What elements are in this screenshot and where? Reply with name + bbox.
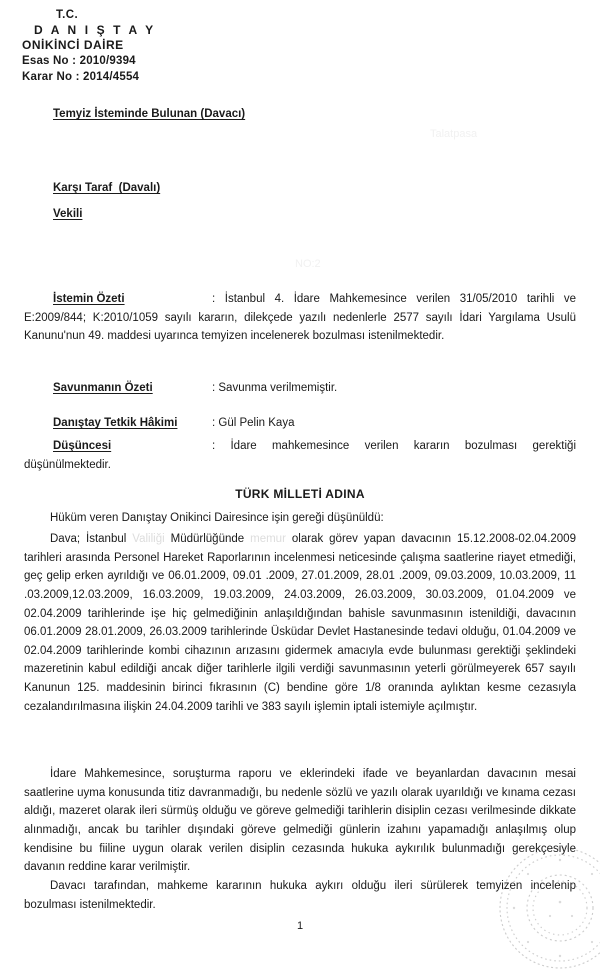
chamber-name: ONİKİNCİ DAİRE: [22, 38, 124, 53]
verdict-p2: İdare Mahkemesince, soruşturma raporu ve eklerindeki ifade ve beyanlardan davacının mesai saatlerine uyma konusunda titiz davranmadığı, bu nedenle sözlü ve yazılı olarak uyarıldığı ve kınama cezası aldığı, mazeret olarak ileri sürmüş olduğu ve göreve gelmediği tarihlerin disiplin cezası verilmesinde dikkate alınmadığı, ancak bu tarihler dışındaki göreve gelmediği günlerin izahını yapamadığı anlaşılmış olup kendisine bu fiiline uygun olarak verilen disiplin cezasında hukuka aykırılık bulunmadığı gerekçesiyle davanın reddine karar verilmiştir.: [24, 768, 576, 874]
verdict-p1-part1: Dava; İstanbul: [50, 533, 127, 545]
page-number: 1: [296, 920, 304, 932]
appellant-address-text-2: NO:2: [295, 258, 321, 270]
attorney-row: [53, 208, 213, 220]
decision-number: Karar No : 2014/4554: [22, 71, 140, 84]
request-summary-separator: :: [212, 293, 216, 305]
request-summary-text: İstanbul 4. İdare Mahkemesince verilen 31/05/2010 tarihli ve E:2009/844; K:2010/1059 sayılı kararın, dilekçede yazılı nedenlerle 2577 sayılı İdari Yargılama Usulü Kanunu'nun 49. maddesi uyarınca temyizen incelenerek bozulması istenilmektedir.: [24, 293, 576, 343]
verdict-preamble-block: [24, 509, 576, 528]
request-summary-block: [24, 290, 576, 346]
request-summary-label: İstemin Özeti: [53, 293, 125, 305]
reviewing-judge-label: Danıştay Tetkik Hâkimi: [53, 417, 178, 429]
appellant-label: Temyiz İsteminde Bulunan (Davacı): [53, 108, 246, 120]
judge-opinion-block: Düşüncesi : İdare mahkemesince verilen kararın bozulması gerektiği düşünülmektedir.: [24, 437, 576, 474]
respondent-row: [53, 182, 213, 194]
verdict-paragraph-2-block: [24, 765, 576, 877]
attorney-label: Vekili: [53, 208, 83, 220]
appellant-row: [53, 108, 245, 120]
appellant-address-redacted: [430, 128, 477, 140]
verdict-p1-redacted-1: Valiliği: [132, 533, 165, 545]
verdict-p1-part3: olarak görev yapan davacının 15.12.2008-02.04.2009 tarihleri arasında Personel Hareket Raporlarının incelenmesi neticesinde çalışma saatlerine riayet etmediği, geç gelip erken ayrıldığı ve 06.01.2009, 09.01 .2009, 27.01.2009, 28.01 .2009, 09.03.2009, 10.03.2009, 11 .03.2009,12.03.2009, 16.03.2009, 19.03.2009, 24.03.2009, 26.03.2009, 30.03.2009, 01.04.2009 ve 02.04.2009 tarihlerinde işe hiç gelmediğinin anlaşıldığından bahisle savunmasının istenildiği, davacının 06.01.2009 28.01.2009, 26.03.2009 tarihlerinde Üsküdar Devlet Hastanesinde tedavi olduğu, 01.04.2009 ve 02.04.2009 tarihlerinde kombi cihazının arızasını gidermek amacıyla evde bulunması gerektiği şeklindeki mazeretinin kabul edildiği ancak diğer tarihlerle ilgili verdiği savunmasının yeterli görülmeyerek 657 sayılı Kanunun 125. maddesinin birinci fıkrasının (C) bendine göre 1/8 oranında aylıktan kesme cezasıyla cezalandırılmasına ilişkin 24.04.2009 tarihli ve 383 sayılı işlemin iptali istemiyle açılmıştır.: [24, 533, 576, 713]
in-the-name-of-turkish-nation-heading: TÜRK MİLLETİ ADINA: [235, 487, 365, 501]
reviewing-judge-name: Gül Pelin Kaya: [218, 417, 295, 429]
verdict-p3: Davacı tarafından, mahkeme kararının hukuka aykırı olduğu ileri sürülerek temyizen incelenip bozulması istenilmektedir.: [24, 880, 576, 911]
case-number: Esas No : 2010/9394: [22, 55, 136, 68]
judge-opinion-label: Düşüncesi: [53, 440, 112, 452]
verdict-paragraph-1-block: [24, 530, 576, 716]
reviewing-judge-block: Danıştay Tetkik Hâkimi : Gül Pelin Kaya: [24, 414, 576, 433]
court-masthead: [22, 8, 156, 85]
appellant-address-text: Talatpasa: [430, 128, 478, 140]
verdict-preamble: Hüküm veren Danıştay Onikinci Dairesince işin gereği düşünüldü:: [50, 512, 384, 524]
defense-summary-block: Savunmanın Özeti : Savunma verilmemiştir.: [24, 379, 576, 398]
verdict-paragraph-3-block: [24, 877, 576, 914]
defense-summary-label: Savunmanın Özeti: [53, 382, 153, 394]
verdict-p1-part2: Müdürlüğünde: [170, 533, 245, 545]
judge-opinion-text: İdare mahkemesince verilen kararın bozulması gerektiği düşünülmektedir.: [24, 440, 577, 471]
court-name: D A N I Ş T A Y: [34, 22, 156, 37]
appellant-address-redacted-2: [295, 258, 321, 270]
verdict-p1-redacted-2: memur: [250, 533, 286, 545]
state-abbreviation: T.C.: [56, 9, 79, 21]
defense-summary-text: Savunma verilmemiştir.: [218, 382, 338, 394]
respondent-label: Karşı Taraf (Davalı): [53, 182, 161, 194]
